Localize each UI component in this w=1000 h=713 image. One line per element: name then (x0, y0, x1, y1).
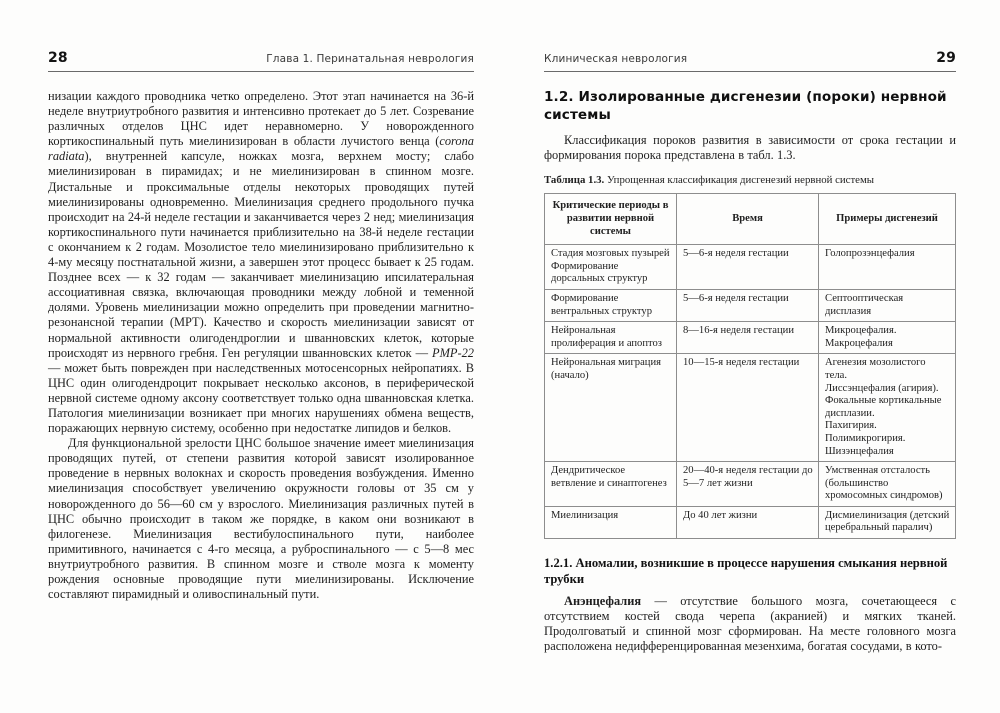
left-running-head (48, 50, 474, 72)
cell-examples-line: Фокальные кортикальные дисплазии. (825, 395, 942, 419)
cell-examples-line: Дисмиелинизация (детский церебральный паралич) (825, 509, 950, 534)
cell-time (677, 289, 819, 321)
table-caption-text: Упрощенная классификация дисгенезий нервной системы (606, 174, 875, 187)
cell-time-line: До 40 лет жизни (683, 509, 758, 521)
left-paragraph-1: низации каждого проводника четко определено. Этот этап начинается на 36-й неделе внутриутробного развития и интенсивно протекает до 5 лет. Созревание различных отделов ЦНС идет неравномерно. У новорожденного кортикоспинальный путь миелинизирован в области лучистого венца (corona radiata), внутренней капсуле, ножках мозга, верхнем мосту; слабо миелинизирован в пирамидах; и не миелинизирован в спинном мозге. Дистальные и проксимальные отделы некоторых проводящих путей миелинизированы одновременно. Миелинизация среднего продольного пучка происходит на 24-й неделе гестации и заканчивается через 2 нед; миелинизация кортикоспинального пути начинается приблизительно на 38-й неделе гестации с окончанием к 2 годам. Мозолистое тело миелинизировано приблизительно к 4-му месяцу постнатальной жизни, а завершен этот процесс бывает к 25 годам. Позднее всех — к 32 годам — заканчивает миелинизацию ипсилатеральная ассоциативная связка, включающая проводники между лобной и теменной долями. Уровень миелинизации можно определить при проведении магнитно-резонансной терапии (МРТ). Качество и скорость миелинизации зависят от нормальной активности олигодендроглии и шванновских клеток, которые происходят из нервного гребня. Ген регуляции шванновских клеток — PMP-22 — может быть поврежден при наследственных мотосенсорных нейропатиях. В ЦНС один олигодендроцит покрывает несколько аксонов, в периферической нервной системе одному аксону соответствует только одна шванновская клетка. Патология миелинизации возникает при многих нарушениях обмена веществ, поражающих нервную систему, особенно при недостатке липидов и белков. (48, 89, 474, 436)
cell-examples-line: Лиссэнцефалия (агирия). (825, 382, 939, 394)
cell-examples (819, 462, 956, 507)
table-head (545, 194, 956, 245)
cell-time (677, 506, 819, 538)
subsection-heading-line-1: 1.2.1. Аномалии, возникшие в процессе нарушения смыкания (544, 556, 897, 571)
cell-critical-period-line: Дендритическое ветвление и синаптогенез (551, 465, 667, 489)
table-row (545, 289, 956, 321)
cell-critical-period (545, 462, 677, 507)
cell-critical-period-line: Нейрональная миграция (начало) (551, 357, 662, 381)
closing-paragraph-text: — отсутствие большого мозга, сочетающееся с отсутствием костей свода черепа (акранией) и мягких тканей. Продолговатый и спинной мозг сформирован. На месте головного мозга расположена недифференцированная мезенхима, богатая сосудами, в кото- (544, 594, 956, 654)
cell-critical-period-line: Формирование вентральных структур (551, 292, 653, 317)
cell-examples-line: Умственная отсталость (большинство хромосомных синдромов) (825, 465, 943, 502)
cell-critical-period (545, 289, 677, 321)
cell-time-line: 10—15-я неделя гестации (683, 357, 800, 369)
left-running-title: Глава 1. Перинатальная неврология (266, 53, 474, 65)
column-header-time: Время (677, 194, 819, 245)
table-row (545, 354, 956, 462)
closing-paragraph (544, 594, 956, 654)
table-caption (544, 174, 956, 187)
cell-time (677, 245, 819, 290)
table-row (545, 462, 956, 507)
right-page (500, 0, 1000, 713)
table-caption-label: Таблица 1.3. (544, 174, 605, 187)
cell-time-line: 20—40-я неделя гестации до 5—7 лет жизни (683, 465, 813, 489)
section-heading-line-1: 1.2. Изолированные дисгенезии (пороки) (544, 89, 876, 105)
cell-examples-line: Септооптическая дисплазия (825, 292, 904, 317)
gene-term-pmp22: PMP-22 (432, 345, 474, 360)
intro-paragraph: Классификация пороков развития в зависимости от срока гестации и формирования порока представлена в табл. 1.3. (544, 133, 956, 163)
table-body (545, 245, 956, 539)
subsection-heading (544, 556, 956, 587)
dysgenesis-classification-table (544, 193, 956, 539)
cell-examples-line: Микроцефалия. (825, 325, 897, 337)
cell-examples-line: Полимикрогирия. (825, 432, 906, 444)
cell-critical-period-line: Стадия мозговых пузырей (551, 248, 670, 260)
right-running-head (544, 50, 956, 72)
left-paragraph-2: Для функциональной зрелости ЦНС большое значение имеет миелинизация проводящих путей, от степени развития которой зависят изолированное проведение в нервных волокнах и скорость проведения возбуждения. Именно миелинизация способствует увеличению окружности головы от 35 см у новорожденного до 56—60 см у взрослого. Миелинизация различных путей в ЦНС обычно происходит в таком же порядке, в каком они возникают в филогенезе. Миелинизация вестибулоспинального пути, наиболее примитивного, начинается с 4-го месяца, а руброспинального — с 5—8 мес внутриутробного развития. В спинном мозге и стволе мозга к моменту рождения основные проводящие пути миелинизированы. Исключение составляют пирамидный и оливоспинальный пути. (48, 436, 474, 602)
latin-term-corona-radiata: corona radiata (48, 134, 474, 164)
table-header-row (545, 194, 956, 245)
cell-critical-period (545, 506, 677, 538)
cell-examples (819, 322, 956, 354)
section-heading-line-2: нервной системы (544, 89, 947, 123)
cell-critical-period (545, 245, 677, 290)
cell-time (677, 322, 819, 354)
right-running-title: Клиническая неврология (544, 53, 688, 65)
table-row (545, 245, 956, 290)
cell-time-line: 5—6-я неделя гестации (683, 292, 789, 304)
cell-time (677, 462, 819, 507)
cell-examples-line: Агенезия мозолистого тела. (825, 357, 926, 381)
cell-examples-line: Макроцефалия (825, 337, 893, 349)
subsection-heading-line-2: нервной трубки (544, 556, 948, 586)
cell-time (677, 354, 819, 462)
cell-examples-line: Голопрозэнцефалия (825, 248, 915, 260)
cell-time-line: 8—16-я неделя гестации (683, 325, 795, 337)
cell-critical-period-line: Формирование дорсальных структур (551, 260, 648, 285)
cell-examples-line: Пахигирия. (825, 420, 877, 432)
table-row (545, 322, 956, 354)
cell-time-line: 5—6-я неделя гестации (683, 248, 789, 260)
column-header-critical-periods: Критические периоды в развитии нервной системы (545, 194, 677, 245)
cell-critical-period-line: Нейрональная пролиферация и апоптоз (551, 325, 662, 349)
cell-critical-period-line: Миелинизация (551, 509, 619, 521)
left-page-number: 28 (48, 50, 68, 66)
cell-examples (819, 506, 956, 538)
cell-critical-period (545, 354, 677, 462)
section-heading (544, 89, 956, 124)
cell-critical-period (545, 322, 677, 354)
cell-examples (819, 354, 956, 462)
table-row (545, 506, 956, 538)
cell-examples (819, 245, 956, 290)
column-header-examples: Примеры дисгенезий (819, 194, 956, 245)
right-page-number: 29 (936, 50, 956, 66)
cell-examples-line: Шизэнцефалия (825, 445, 894, 457)
cell-examples (819, 289, 956, 321)
term-anencephaly: Анэнцефалия (564, 594, 642, 609)
